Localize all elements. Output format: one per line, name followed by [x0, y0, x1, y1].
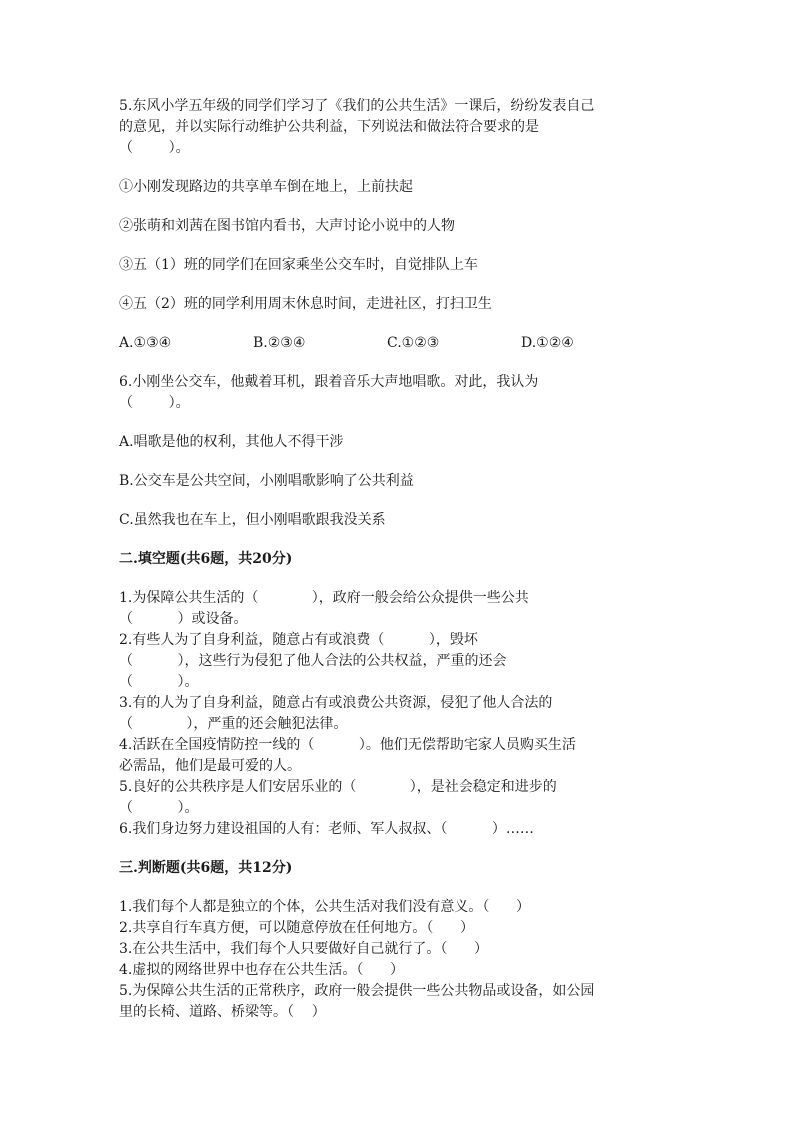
question-5-item-1: ①小刚发现路边的共享单车倒在地上，上前扶起 [119, 179, 413, 195]
fill-line: 2.有些人为了自身利益，随意占有或浪费（ ），毁坏 [119, 632, 478, 648]
question-5-item-2: ②张萌和刘茜在图书馆内看书，大声讨论小说中的人物 [119, 218, 455, 234]
question-6-option-b: B.公交车是公共空间，小刚唱歌影响了公共利益 [119, 473, 414, 489]
fill-line: （ ），这些行为侵犯了他人合法的公共权益，严重的还会 [119, 653, 507, 669]
judge-line: 2.共享自行车真方便，可以随意停放在任何地方。（ ） [119, 920, 475, 936]
section-3-heading: 三.判断题(共6题，共12分) [119, 860, 293, 876]
fill-line: 5.良好的公共秩序是人们安居乐业的（ ），是社会稳定和进步的 [119, 779, 557, 795]
section-fill-in [119, 549, 679, 840]
fill-line: 必需品，他们是最可爱的人。 [119, 758, 301, 774]
fill-line: （ ），严重的还会触犯法律。 [119, 716, 348, 732]
question-5-text-line-1: 5.东风小学五年级的同学们学习了《我们的公共生活》一课后，纷纷发表自己 [119, 98, 595, 114]
option-a: A.①③④ [119, 335, 172, 351]
option-c: C.①②③ [387, 335, 440, 351]
document-page [119, 96, 679, 1023]
judge-line: 4.虚拟的网络世界中也存在公共生活。（ ） [119, 962, 405, 978]
question-6-text-line-1: 6.小刚坐公交车，他戴着耳机，跟着音乐大声地唱歌。对此，我认为 [119, 374, 539, 390]
question-5-text-line-2: 的意见，并以实际行动维护公共利益，下列说法和做法符合要求的是 [119, 119, 539, 135]
judge-line: 1.我们每个人都是独立的个体，公共生活对我们没有意义。（ ） [119, 899, 531, 915]
question-5-options [119, 333, 679, 354]
fill-line: 6.我们身边努力建设祖国的人有：老师、军人叔叔、（ ）…… [119, 821, 534, 837]
fill-line: （ ）。 [119, 674, 199, 690]
question-5 [119, 96, 679, 354]
section-true-false [119, 858, 679, 1023]
judge-line: 里的长椅、道路、桥梁等。（ ） [119, 1004, 326, 1020]
judge-line: 3.在公共生活中，我们每个人只要做好自己就行了。（ ） [119, 941, 489, 957]
option-b: B.②③④ [253, 335, 306, 351]
question-5-item-3: ③五（1）班的同学们在回家乘坐公交车时，自觉排队上车 [119, 257, 478, 273]
fill-line: 3.有的人为了自身利益，随意占有或浪费公共资源，侵犯了他人合法的 [119, 695, 553, 711]
question-5-item-4: ④五（2）班的同学利用周末休息时间，走进社区，打扫卫生 [119, 296, 492, 312]
question-6-answer-blank: （ ）。 [119, 395, 190, 411]
fill-line: （ ）。 [119, 800, 199, 816]
question-5-answer-blank: （ ）。 [119, 140, 190, 156]
option-d: D.①②④ [521, 335, 574, 351]
fill-line: 4.活跃在全国疫情防控一线的（ ）。他们无偿帮助宅家人员购买生活 [119, 737, 576, 753]
question-6 [119, 372, 679, 531]
judge-line: 5.为保障公共生活的正常秩序，政府一般会提供一些公共物品或设备，如公园 [119, 983, 595, 999]
fill-line: 1.为保障公共生活的（ ），政府一般会给公众提供一些公共 [119, 590, 529, 606]
question-6-option-a: A.唱歌是他的权利，其他人不得干涉 [119, 434, 344, 450]
question-6-option-c: C.虽然我也在车上，但小刚唱歌跟我没关系 [119, 512, 386, 528]
section-2-heading: 二.填空题(共6题，共20分) [119, 551, 293, 567]
fill-line: （ ）或设备。 [119, 611, 248, 627]
